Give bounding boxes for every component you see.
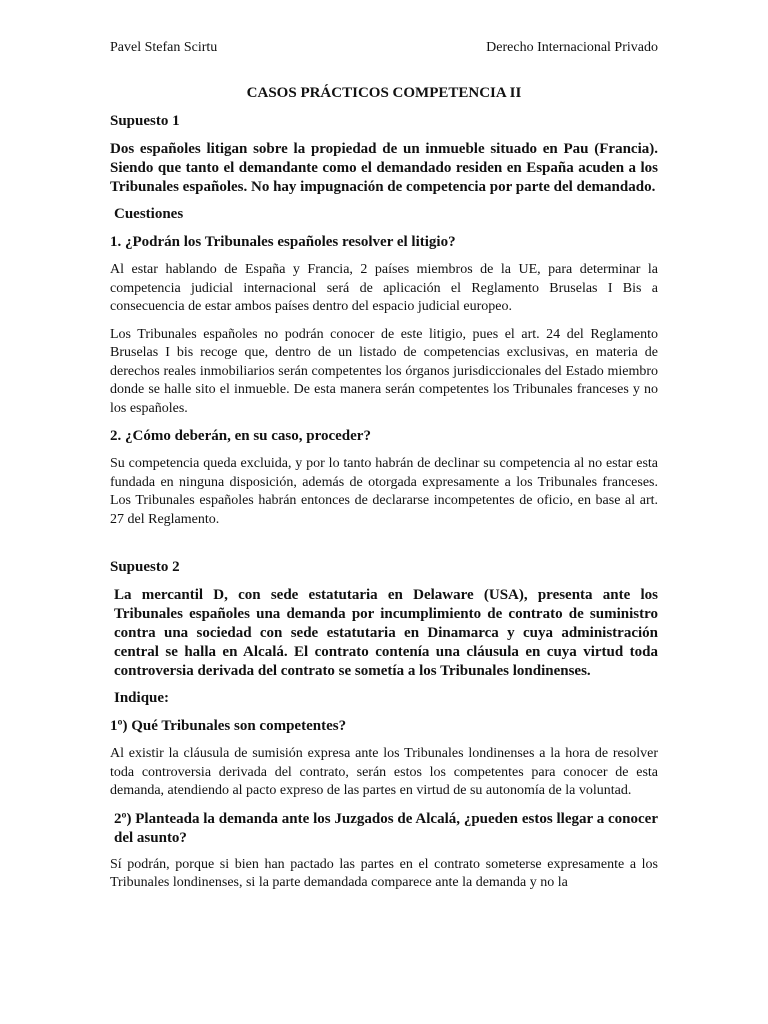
case1-questions-label: Cuestiones xyxy=(114,206,184,222)
case2-answer-2: Sí podrán, porque si bien han pactado las partes en el contrato someterse expresamente a los Tribunales londinenses, si la parte demandada comparece ante la demanda y no la xyxy=(110,856,658,890)
document-body xyxy=(110,84,658,902)
section-spacer xyxy=(110,538,658,558)
case1-answer-2: Su competencia queda excluida, y por lo tanto habrán de declinar su competencia al no estar esta fundada en ninguna disposición, además de otorgada expresamente a los Tribunales franceses. Los Tribunales españoles habrán entonces de declararse incompetentes de oficio, en base al art. 27 del Reglamento. xyxy=(110,456,658,527)
case1-answer-1-paragraph-2: Los Tribunales españoles no podrán conocer de este litigio, pues el art. 24 del Reglamento Bruselas I bis recoge que, dentro de un listado de competencias exclusivas, en materia de derechos reales inmobiliarios serán competentes los órganos jurisdiccionales del Estado miembro donde se halle sito el inmueble. De esta manera serán competentes los Tribunales franceses y no los españoles. xyxy=(110,326,658,416)
header-author: Pavel Stefan Scirtu xyxy=(110,40,218,55)
page-header xyxy=(110,40,658,60)
document-title: CASOS PRÁCTICOS COMPETENCIA II xyxy=(246,85,522,101)
case1-question-2: 2. ¿Cómo deberán, en su caso, proceder? xyxy=(110,428,371,444)
case2-question-2: 2º) Planteada la demanda ante los Juzgados de Alcalá, ¿pueden estos llegar a conocer del asunto? xyxy=(114,810,658,846)
case1-answer-1-paragraph-1: Al estar hablando de España y Francia, 2 países miembros de la UE, para determinar la competencia judicial internacional será de aplicación el Reglamento Bruselas I Bis a consecuencia de estar ambos países dentro del espacio judicial europeo. xyxy=(110,262,658,314)
case2-question-1: 1º) Qué Tribunales son competentes? xyxy=(110,718,347,734)
case2-indique-label: Indique: xyxy=(114,690,170,706)
case1-statement: Dos españoles litigan sobre la propiedad de un inmueble situado en Pau (Francia). Siendo que tanto el demandante como el demandado residen en España acuden a los Tribunales españoles. No hay impugnación de competencia por parte del demandado. xyxy=(110,141,658,195)
case2-statement: La mercantil D, con sede estatutaria en Delaware (USA), presenta ante los Tribunales españoles una demanda por incumplimiento de contrato de suministro contra una sociedad con sede estatutaria en Dinamarca y cuya administración central se halla en Alcalá. El contrato contenía una cláusula en cuya virtud toda controversia derivada del contrato se sometía a los Tribunales londinenses. xyxy=(114,587,658,679)
header-subject: Derecho Internacional Privado xyxy=(486,40,658,55)
case1-question-1: 1. ¿Podrán los Tribunales españoles resolver el litigio? xyxy=(110,234,456,250)
case2-heading: Supuesto 2 xyxy=(110,559,180,575)
case2-answer-1: Al existir la cláusula de sumisión expresa ante los Tribunales londinenses a la hora de resolver toda controversia derivada del contrato, serán estos los competentes para conocer de esta demanda, atendiendo al pacto expreso de las partes en virtud de su autonomía de la voluntad. xyxy=(110,746,658,798)
case1-heading: Supuesto 1 xyxy=(110,113,180,129)
